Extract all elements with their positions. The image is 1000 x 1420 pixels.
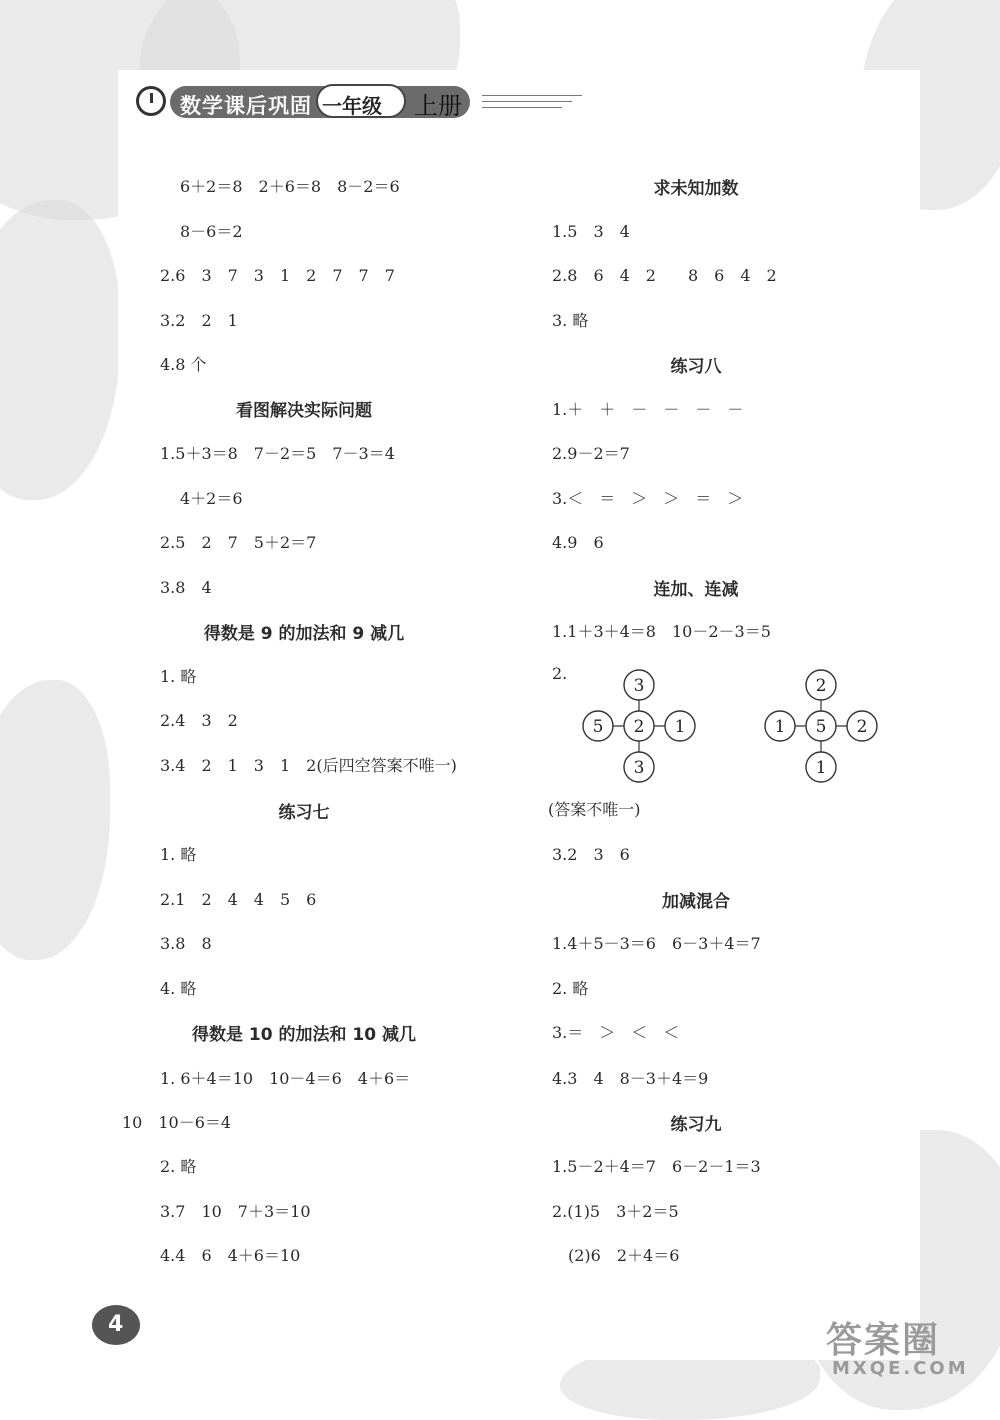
answer-line: 4.4 6 4＋6＝10 bbox=[160, 1246, 301, 1265]
answer-line: 3.8 4 bbox=[160, 578, 212, 597]
answer-line: 3.2 2 1 bbox=[160, 311, 238, 330]
answer-line: 10 10－6＝4 bbox=[122, 1113, 232, 1132]
answer-line: 3.＜ ＝ ＞ ＞ ＝ ＞ bbox=[552, 489, 744, 508]
page-number: 4 bbox=[108, 1312, 124, 1337]
section-heading: 练习七 bbox=[278, 803, 330, 823]
answer-line: (答案不唯一) bbox=[548, 800, 641, 819]
section-heading: 练习八 bbox=[670, 357, 722, 377]
answer-line: 2.1 2 4 4 5 6 bbox=[160, 890, 317, 909]
section-heading: 连加、连减 bbox=[653, 580, 739, 600]
answer-line: 1.5＋3＝8 7－2＝5 7－3＝4 bbox=[160, 444, 395, 463]
section-heading: 看图解决实际问题 bbox=[236, 401, 372, 421]
answer-line: 4.9 6 bbox=[552, 533, 604, 552]
watermark-title: 答案圈 bbox=[826, 1320, 941, 1361]
watermark bbox=[826, 1312, 986, 1382]
section-heading: 得数是 10 的加法和 10 减几 bbox=[192, 1025, 416, 1045]
background-leaf bbox=[0, 680, 110, 960]
cross-diagram-1 bbox=[583, 670, 695, 782]
section-heading: 求未知加数 bbox=[653, 179, 739, 199]
answer-line: 1. 6＋4＝10 10－4＝6 4＋6＝ bbox=[160, 1069, 411, 1088]
answer-line: 2.8 6 4 2 8 6 4 2 bbox=[552, 266, 777, 285]
answer-line: 1. 略 bbox=[160, 845, 197, 864]
volume-label: 上册 bbox=[414, 92, 462, 120]
diagram-right: 2 bbox=[856, 717, 868, 737]
header-rule bbox=[482, 95, 582, 96]
cross-diagram-2 bbox=[765, 670, 877, 782]
answer-line: 3.＝ ＞ ＜ ＜ bbox=[552, 1023, 680, 1042]
background-leaf bbox=[0, 200, 120, 500]
answer-line: 2.(1)5 3＋2＝5 bbox=[552, 1202, 679, 1221]
clock-icon bbox=[136, 86, 166, 116]
answer-line: 3. 略 bbox=[552, 311, 589, 330]
answer-line: 2.4 3 2 bbox=[160, 711, 238, 730]
answer-line: 1.5－2＋4＝7 6－2－1＝3 bbox=[552, 1157, 761, 1176]
answer-line: 4.8 个 bbox=[160, 355, 207, 374]
answer-line: 2.5 2 7 5＋2＝7 bbox=[160, 533, 317, 552]
answer-line: 3.2 3 6 bbox=[552, 845, 630, 864]
answer-line: 1.5 3 4 bbox=[552, 222, 630, 241]
diagram-right: 1 bbox=[674, 717, 686, 737]
answer-line: 4. 略 bbox=[160, 979, 197, 998]
diagram-bottom: 3 bbox=[633, 758, 645, 778]
answer-line: 4＋2＝6 bbox=[180, 489, 243, 508]
header-rule bbox=[482, 107, 562, 108]
diagram-bottom: 1 bbox=[815, 758, 827, 778]
answer-line: 4.3 4 8－3＋4＝9 bbox=[552, 1069, 709, 1088]
book-title: 数学课后巩固 bbox=[180, 94, 312, 118]
answer-line: 2. bbox=[552, 664, 568, 683]
diagram-center: 2 bbox=[633, 717, 645, 737]
answer-line: 6＋2＝8 2＋6＝8 8－2＝6 bbox=[180, 177, 400, 196]
answer-line: 3.7 10 7＋3＝10 bbox=[160, 1202, 311, 1221]
answer-line: 1.＋ ＋ － － － － bbox=[552, 400, 744, 419]
diagram-top: 2 bbox=[815, 676, 827, 696]
watermark-url: MXQE.COM bbox=[832, 1358, 969, 1379]
answer-line: 1. 略 bbox=[160, 667, 197, 686]
section-heading: 练习九 bbox=[670, 1115, 722, 1135]
header-rule bbox=[482, 101, 572, 102]
answer-line: 2.6 3 7 3 1 2 7 7 7 bbox=[160, 266, 395, 285]
answer-line: 3.8 8 bbox=[160, 934, 212, 953]
grade-label: 一年级 bbox=[322, 94, 382, 118]
diagram-left: 5 bbox=[592, 717, 604, 737]
answer-line: 3.4 2 1 3 1 2(后四空答案不唯一) bbox=[160, 756, 457, 775]
section-heading: 得数是 9 的加法和 9 减几 bbox=[203, 624, 405, 644]
header bbox=[130, 78, 590, 126]
answer-line: (2)6 2＋4＝6 bbox=[568, 1246, 680, 1265]
answer-line: 8－6＝2 bbox=[180, 222, 243, 241]
answer-line: 2. 略 bbox=[552, 979, 589, 998]
answer-line: 2.9－2＝7 bbox=[552, 444, 630, 463]
diagram-left: 1 bbox=[774, 717, 786, 737]
diagram-center: 5 bbox=[815, 717, 827, 737]
cross-diagrams bbox=[560, 665, 900, 790]
answer-line: 2. 略 bbox=[160, 1157, 197, 1176]
diagram-top: 3 bbox=[633, 676, 645, 696]
answer-line: 1.4＋5－3＝6 6－3＋4＝7 bbox=[552, 934, 761, 953]
answer-line: 1.1＋3＋4＝8 10－2－3＝5 bbox=[552, 622, 771, 641]
section-heading: 加减混合 bbox=[662, 892, 730, 912]
